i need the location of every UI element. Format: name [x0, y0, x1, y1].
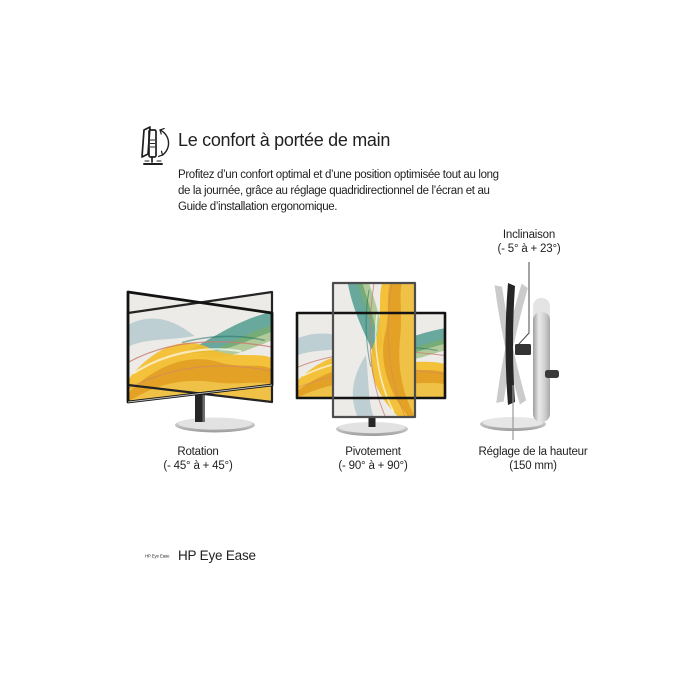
description-line: Guide d’installation ergonomique. — [178, 201, 338, 213]
section-description — [178, 167, 499, 215]
height-label-range: (150 mm) — [509, 459, 557, 472]
rotation-label-range: (- 45° à + 45°) — [163, 459, 233, 472]
inclinaison-label: Inclinaison — [502, 229, 556, 241]
stand-column — [533, 312, 550, 422]
height-label — [448, 446, 618, 473]
rotation-label — [128, 446, 268, 473]
hp-eye-ease-logo-small: HP Eye Ease — [145, 554, 170, 559]
rotation-label-title: Rotation — [177, 446, 219, 458]
stand-release-tab — [545, 370, 559, 378]
pivot-monitor-illustration — [288, 266, 458, 446]
height-tilt-monitor-illustration — [468, 258, 598, 448]
description-line: Profitez d’un confort optimal et d’une position optimisée tout au long — [178, 169, 499, 181]
description-line: de la journée, grâce au réglage quadridirectionnel de l’écran et au — [178, 185, 490, 197]
ergonomic-adjustment-icon — [138, 124, 174, 170]
hp-eye-ease-heading: HP Eye Ease — [178, 548, 256, 563]
pivot-label-title: Pivotement — [345, 446, 401, 458]
rotation-monitor-illustration — [118, 266, 298, 451]
monitor-hinge — [515, 344, 531, 355]
height-label-title: Réglage de la hauteur — [478, 446, 588, 458]
section-title: Le confort à portée de main — [178, 130, 391, 150]
pivot-label — [303, 446, 443, 473]
inclinaison-callout — [459, 229, 599, 256]
pivot-label-range: (- 90° à + 90°) — [338, 459, 408, 472]
inclinaison-range: (- 5° à + 23°) — [497, 242, 561, 255]
